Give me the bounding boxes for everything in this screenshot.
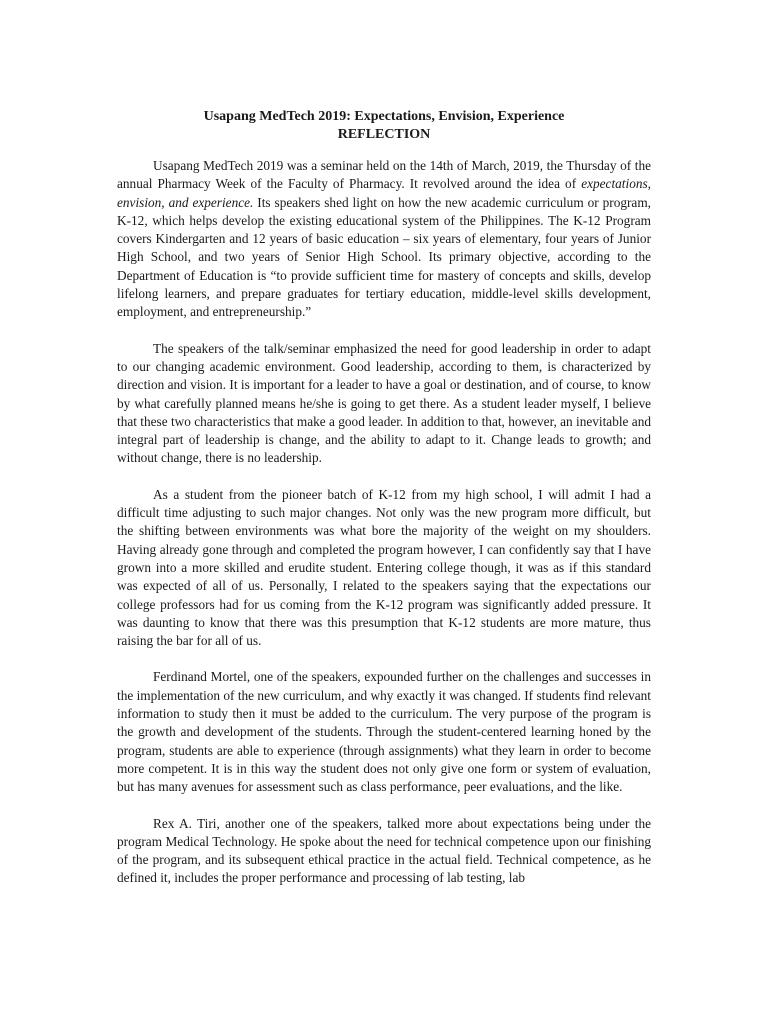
- paragraph-5: Rex A. Tiri, another one of the speakers, talked more about expectations being under the program Medical Technology. He spoke about the need for technical competence upon our finishing of the program, and its subsequent ethical practice in the actual field. Technical competence, as he defined it, includes the proper performance and processing of lab testing, lab: [117, 815, 651, 886]
- paragraph-1-emphasis: expectations, envision, and experience.: [117, 176, 651, 210]
- paragraph-1-text-end: Its speakers shed light on how the new academic curriculum or program, K-12, which helps develop the existing educational system of the Philippines. The K-12 Program covers Kindergarten and 12 years of basic education – six years of elementary, four years of Junior High School, and two years of Senior High School. Its primary objective, according to the Department of Education is “to provide sufficient time for mastery of concepts and skills, develop lifelong learners, and prepare graduates for tertiary education, middle-level skills development, employment, and entrepreneurship.”: [117, 194, 651, 320]
- paragraph-2: The speakers of the talk/seminar emphasized the need for good leadership in order to adapt to our changing academic environment. Good leadership, according to them, is characterized by direction and vision. It is important for a leader to have a goal or destination, and of course, to know by what carefully planned means he/she is going to get there. As a student leader myself, I believe that these two characteristics that make a good leader. In addition to that, however, an inevitable and integral part of leadership is change, and the ability to adapt to it. Change leads to growth; and without change, there is no leadership.: [117, 340, 651, 466]
- paragraph-3: As a student from the pioneer batch of K-12 from my high school, I will admit I had a difficult time adjusting to such major changes. Not only was the new program more difficult, but the shifting between environments was what bore the majority of the weight on my shoulders. Having already gone through and completed the program however, I can confidently say that I have grown into a more skilled and erudite student. Entering college though, it was as if this standard was expected of all of us. Personally, I related to the speakers saying that the expectations our college professors had for us coming from the K-12 program was significantly added pressure. It was daunting to know that there was this presumption that K-12 students are more mature, thus raising the bar for all of us.: [117, 486, 651, 649]
- document-subtitle: REFLECTION: [337, 127, 431, 142]
- paragraph-1: [117, 157, 651, 322]
- paragraph-1-text-start: Usapang MedTech 2019 was a seminar held on the 14th of March, 2019, the Thursday of the annual Pharmacy Week of the Faculty of Pharmacy. It revolved around the idea of: [117, 158, 651, 192]
- document-page: [117, 108, 651, 906]
- document-title: Usapang MedTech 2019: Expectations, Envision, Experience: [203, 109, 565, 124]
- paragraph-4: Ferdinand Mortel, one of the speakers, expounded further on the challenges and successes in the implementation of the new curriculum, and why exactly it was changed. If students find relevant information to study then it must be added to the curriculum. The very purpose of the program is the growth and development of the students. Through the student-centered learning honed by the program, students are able to experience (through assignments) what they learn in order to become more competent. It is in this way the student does not only give one form or system of evaluation, but has many avenues for assessment such as class performance, peer evaluations, and the like.: [117, 669, 651, 795]
